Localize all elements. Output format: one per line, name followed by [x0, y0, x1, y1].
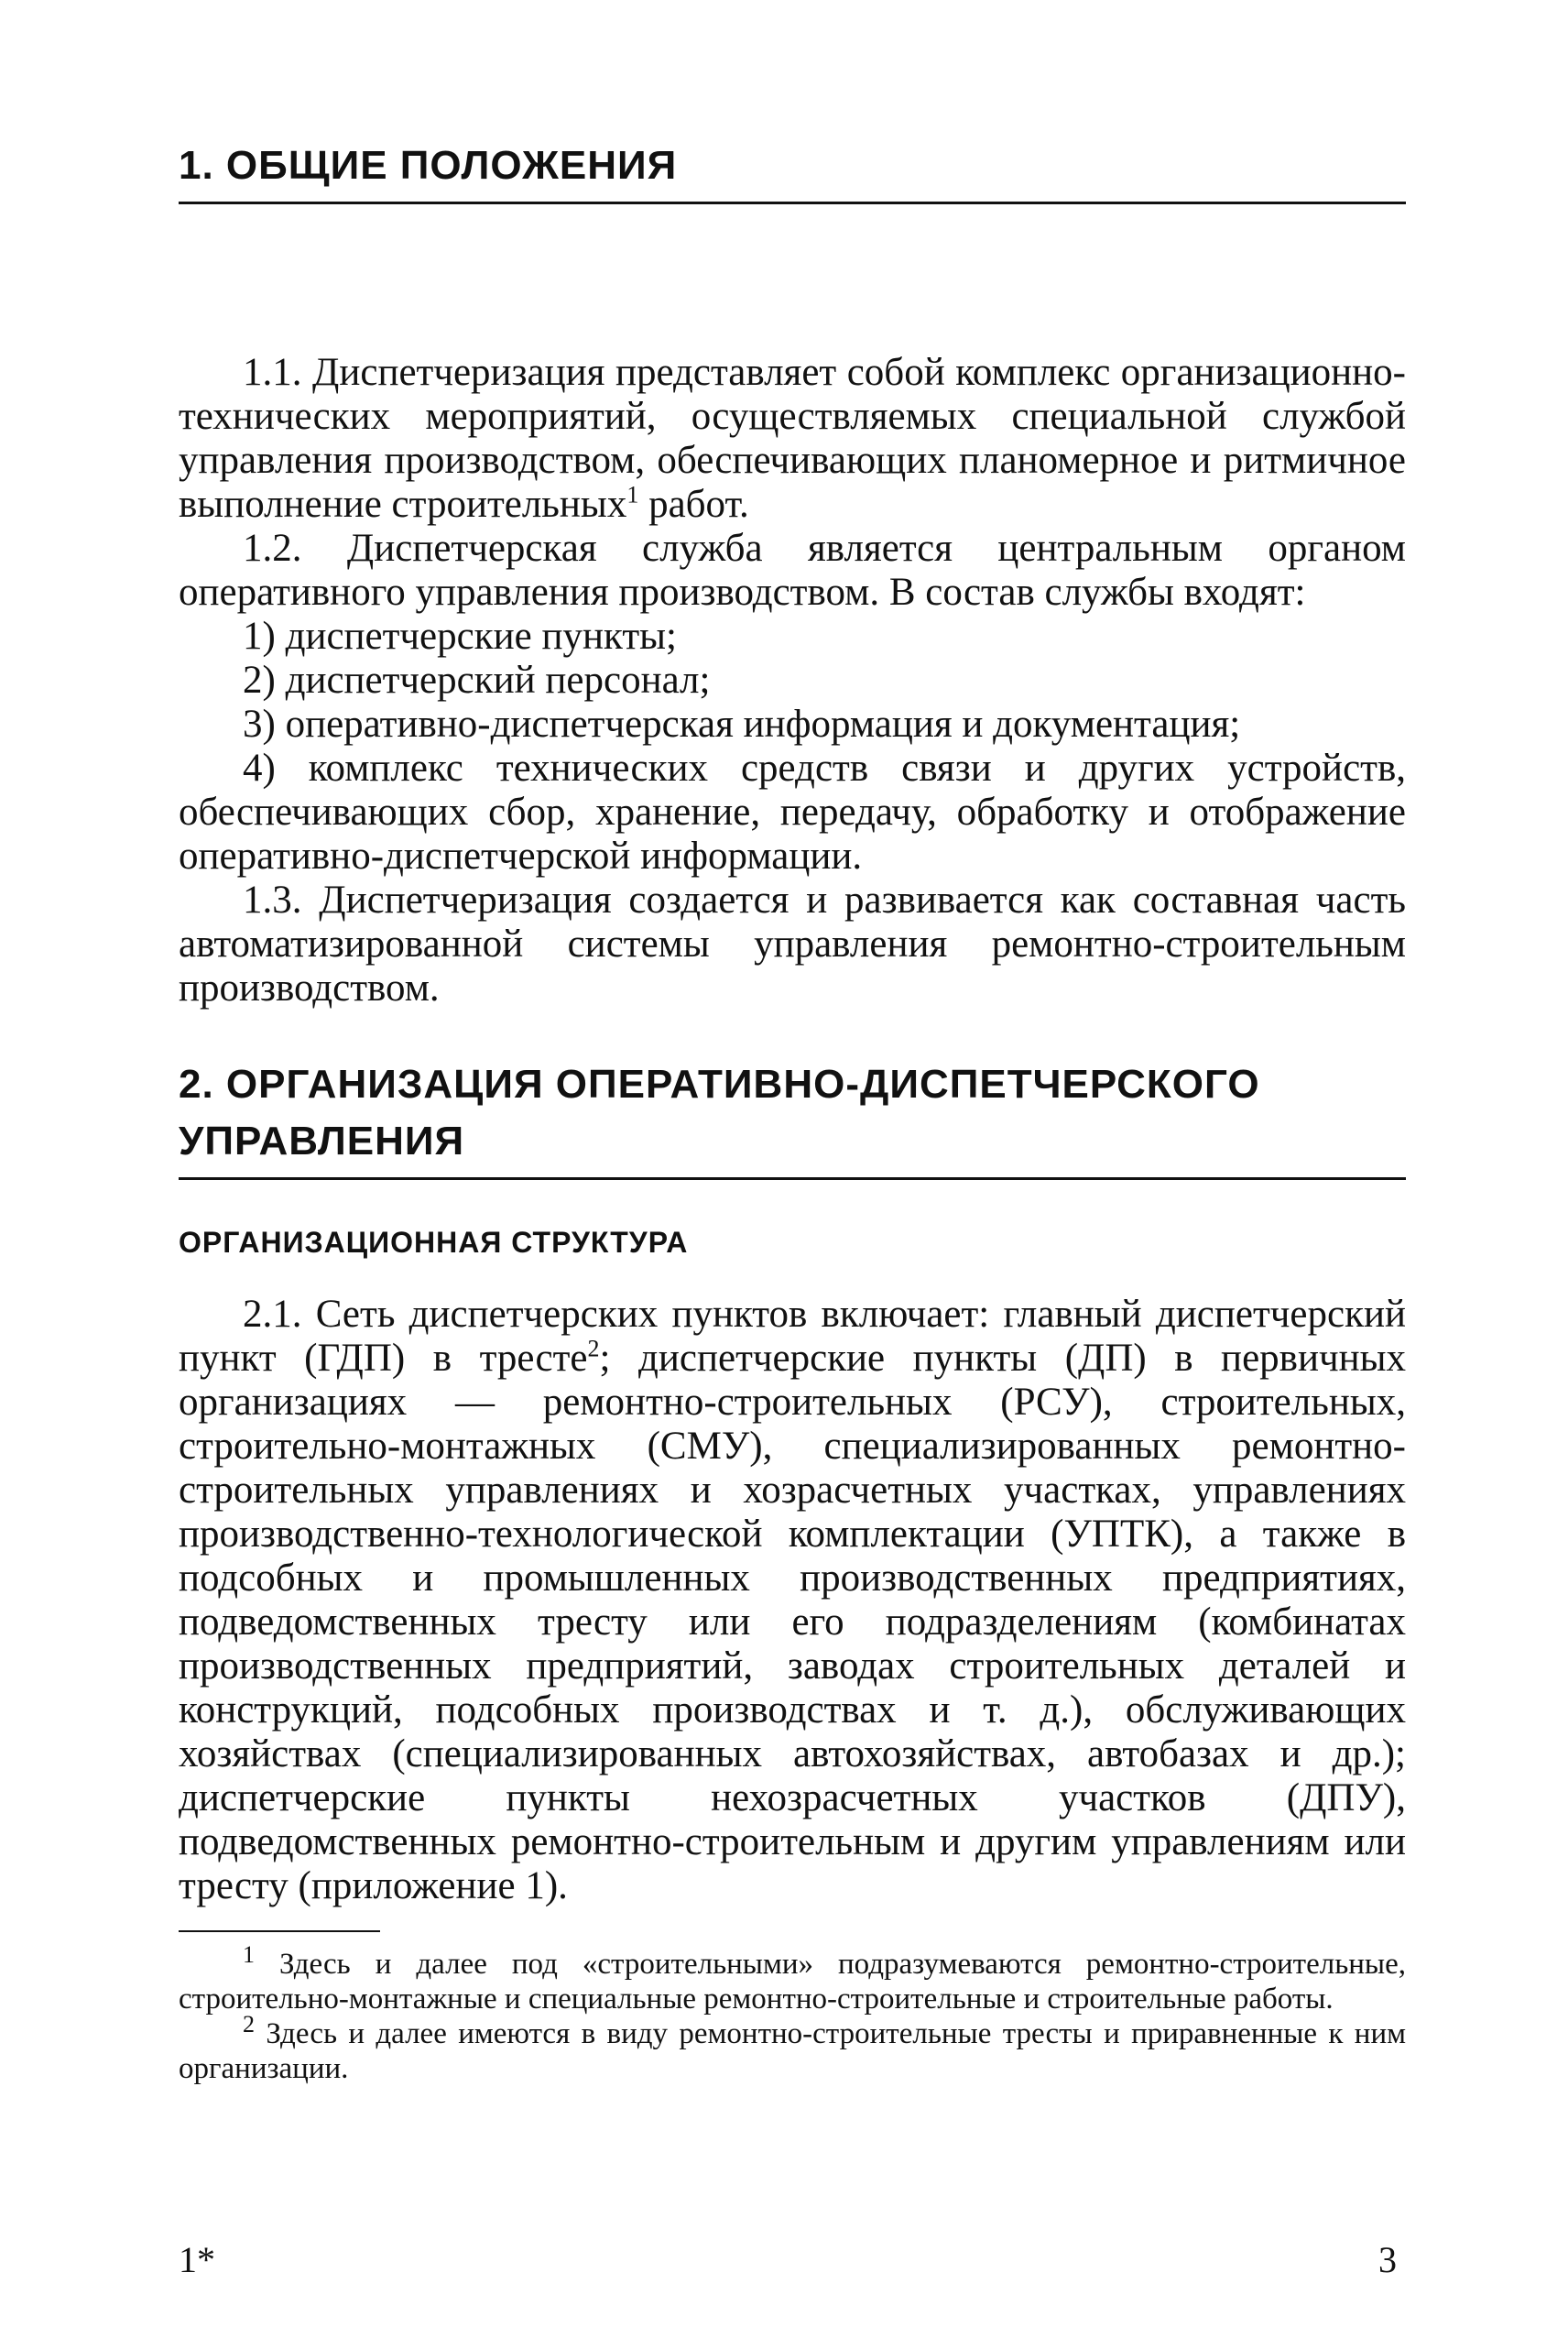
- paragraph-2-1-text: 2.1. Сеть диспетчерских пунктов включает: главный диспетчерский пункт (ГДП) в тресте: [179, 1293, 1406, 1380]
- signature-mark: 1*: [179, 2239, 215, 2280]
- paragraph-1-1-end: работ.: [638, 483, 749, 526]
- list-item: 3) оперативно-диспетчерская информация и документация;: [243, 703, 1241, 746]
- footnote-ref-1: 1: [626, 481, 639, 508]
- section-2-body: [179, 1293, 1406, 1908]
- footnote-2-text: Здесь и далее имеются в виду ремонтно-строительные тресты и приравненные к ним организации.: [179, 2017, 1406, 2085]
- page-number: 3: [1378, 2239, 1397, 2280]
- footnote-1-text: Здесь и далее под «строительными» подразумеваются ремонтно-строительные, строительно-монтажные и специальные ремонтно-строительные и строительные работы.: [179, 1948, 1406, 2016]
- footnote-1-mark: 1: [243, 1941, 255, 1968]
- paragraph-1-1-text: 1.1. Диспетчеризация представляет собой комплекс организационно-технических мероприятий, осуществляемых специальной службой управления производством, обеспечивающих планомерное и ритмичное выполнение строительных: [179, 351, 1406, 526]
- section-1-rule: [179, 202, 1406, 204]
- section-1-title: 1. ОБЩИЕ ПОЛОЖЕНИЯ: [179, 143, 678, 188]
- footnote-ref-2: 2: [587, 1335, 600, 1362]
- footnote-1: [179, 1941, 1406, 2016]
- paragraph-1-3: 1.3. Диспетчеризация создается и развивается как составная часть автоматизированной системы управления ремонтно-строительным производством.: [179, 879, 1406, 1010]
- paragraph-2-1: [179, 1293, 1406, 1908]
- section-2-title: 2. ОРГАНИЗАЦИЯ ОПЕРАТИВНО-ДИСПЕТЧЕРСКОГО УПРАВЛЕНИЯ: [179, 1062, 1260, 1164]
- paragraph-1-2: 1.2. Диспетчерская служба является центральным органом оперативного управления производством. В состав службы входят:: [179, 527, 1406, 614]
- section-2-subtitle: ОРГАНИЗАЦИОННАЯ СТРУКТУРА: [179, 1226, 689, 1259]
- document-page: [179, 137, 1406, 2281]
- footnotes: [179, 1941, 1406, 2086]
- list-item: 1) диспетчерские пункты;: [243, 615, 677, 658]
- section-1-body: [179, 351, 1406, 1011]
- section-2-rule: [179, 1177, 1406, 1180]
- list-item: 2) диспетчерский персонал;: [243, 659, 711, 702]
- list-item: 4) комплекс технических средств связи и других устройств, обеспечивающих сбор, хранение, передачу, обработку и отображение оперативно-диспетчерской информации.: [179, 747, 1406, 878]
- paragraph-1-1: [179, 351, 1406, 527]
- footnote-2-mark: 2: [243, 2011, 255, 2037]
- footnote-2: [179, 2011, 1406, 2086]
- footnote-rule: [179, 1930, 380, 1932]
- paragraph-2-1-rest: ; диспетчерские пункты (ДП) в первичных организациях — ремонтно-строительных (РСУ), строительных, строительно-монтажных (СМУ), специализированных ремонтно-строительных управлениях и хозрасчетных участках, управлениях производственно-технологической комплектации (УПТК), а также в подсобных и промышленных производственных предприятиях, подведомственных тресту или его подразделениям (комбинатах производственных предприятий, заводах строительных деталей и конструкций, подсобных производствах и т. д.), обслуживающих хозяйствах (специализированных автохозяйствах, автобазах и др.); диспетчерские пункты нехозрасчетных участков (ДПУ), подведомственных ремонтно-строительным и другим управлениям или тресту (приложение 1).: [179, 1337, 1406, 1907]
